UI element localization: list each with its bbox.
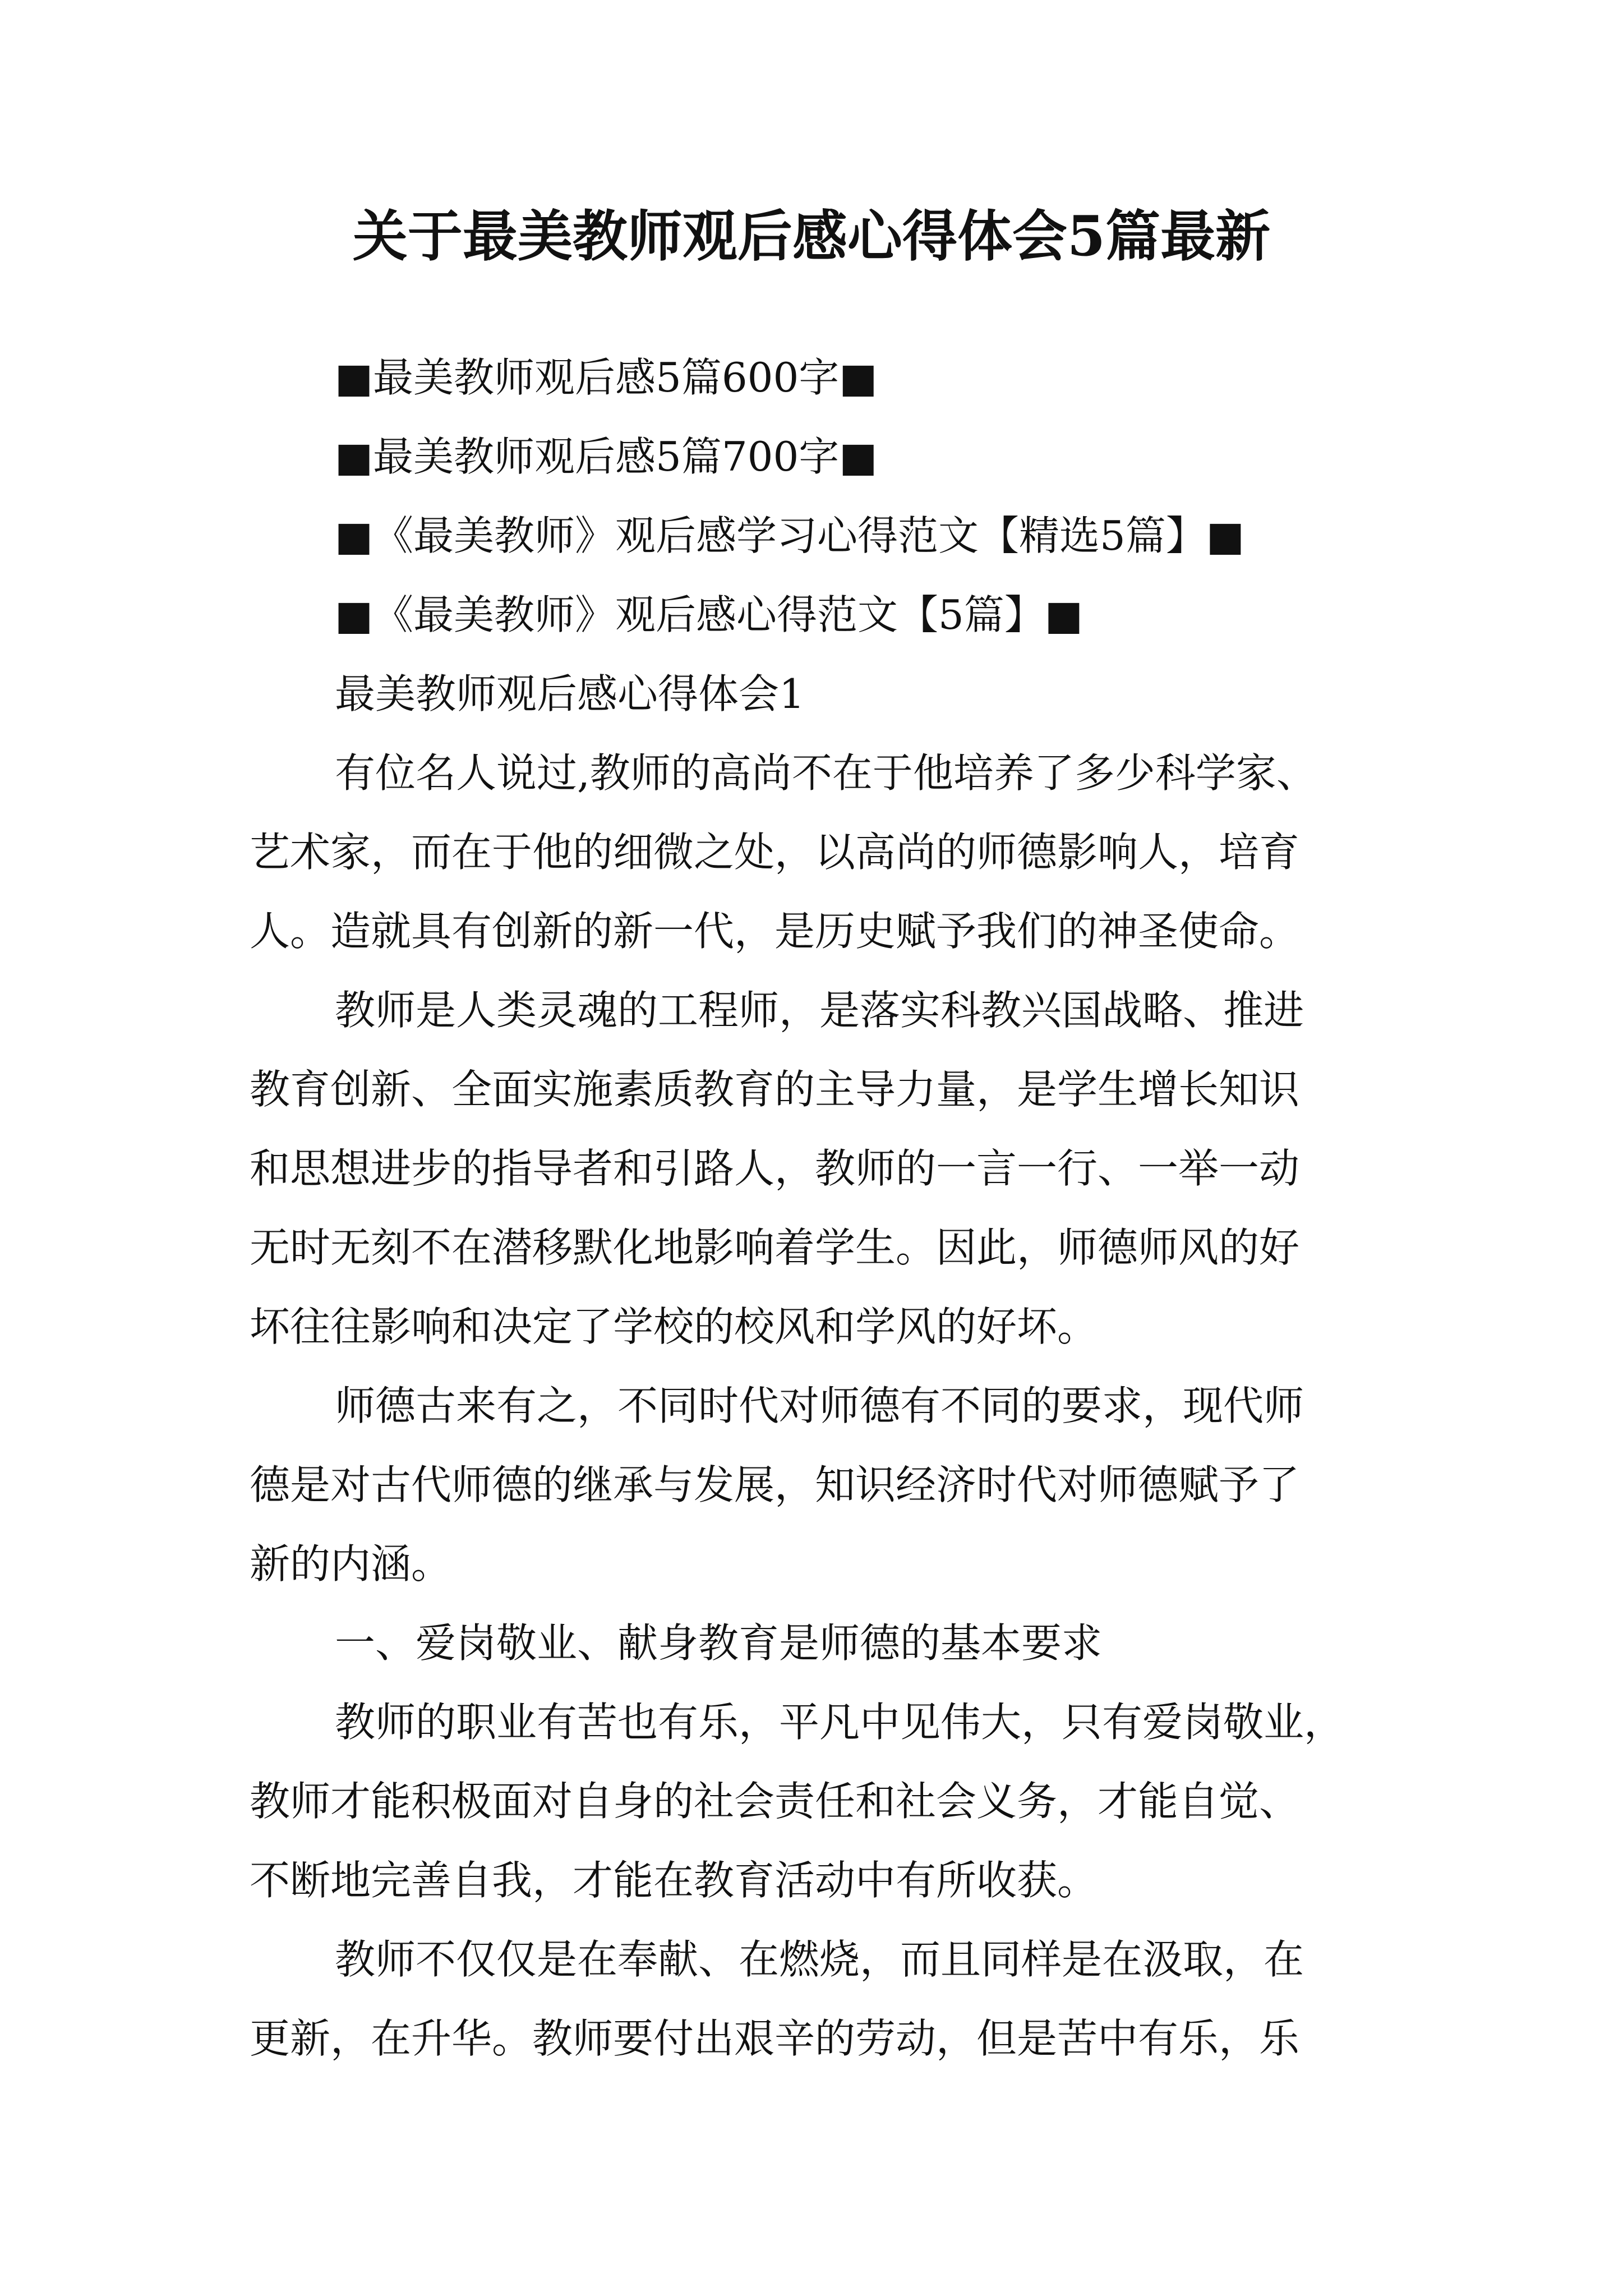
paragraph-line: 不断地完善自我，才能在教育活动中有所收获。 [250,1857,1098,1904]
document-body [250,338,1382,2078]
paragraph [250,1920,1382,2078]
subheading: 一、爱岗敬业、献身教育是师德的基本要求 [335,1619,1103,1667]
paragraph [250,734,1382,971]
paragraph-line: 艺术家，而在于他的细微之处，以高尚的师德影响人，培育 [250,829,1300,876]
paragraph-line: 教师是人类灵魂的工程师，是落实科教兴国战略、推进 [335,987,1304,1034]
paragraph-line: 教师才能积极面对自身的社会责任和社会义务，才能自觉、 [250,1778,1300,1825]
paragraph-line: 教师不仅仅是在奉献、在燃烧，而且同样是在汲取，在 [335,1936,1304,1983]
paragraph-line: 更新，在升华。教师要付出艰辛的劳动，但是苦中有乐，乐 [250,2015,1300,2062]
toc-item: ■《最美教师》观后感学习心得范文【精选5篇】■ [335,512,1244,559]
document-title: 关于最美教师观后感心得体会5篇最新 [352,204,1271,269]
paragraph-line: 德是对古代师德的继承与发展，知识经济时代对师德赋予了 [250,1461,1300,1508]
paragraph [250,971,1382,1366]
paragraph-line: 人。造就具有创新的新一代，是历史赋予我们的神圣使命。 [250,908,1300,955]
paragraph-line: 新的内涵。 [250,1540,452,1588]
paragraph [250,1683,1382,1920]
paragraph-line: 有位名人说过,教师的高尚不在于他培养了多少科学家、 [335,749,1317,797]
paragraph-line: 师德古来有之，不同时代对师德有不同的要求，现代师 [335,1382,1304,1429]
toc-item: ■最美教师观后感5篇700字■ [335,433,878,480]
toc-item: ■最美教师观后感5篇600字■ [335,354,878,401]
paragraph-line: 坏往往影响和决定了学校的校风和学风的好坏。 [250,1303,1098,1350]
paragraph-line: 无时无刻不在潜移默化地影响着学生。因此，师德师风的好 [250,1224,1300,1271]
paragraph-line: 教育创新、全面实施素质教育的主导力量，是学生增长知识 [250,1066,1300,1113]
paragraph [250,1604,1382,1683]
paragraph [250,1366,1382,1604]
paragraph-line: 和思想进步的指导者和引路人，教师的一言一行、一举一动 [250,1145,1300,1192]
toc-item: ■《最美教师》观后感心得范文【5篇】■ [335,591,1083,638]
paragraph-line: 教师的职业有苦也有乐，平凡中见伟大，只有爱岗敬业， [335,1699,1345,1746]
section-heading: 最美教师观后感心得体会1 [335,670,805,717]
